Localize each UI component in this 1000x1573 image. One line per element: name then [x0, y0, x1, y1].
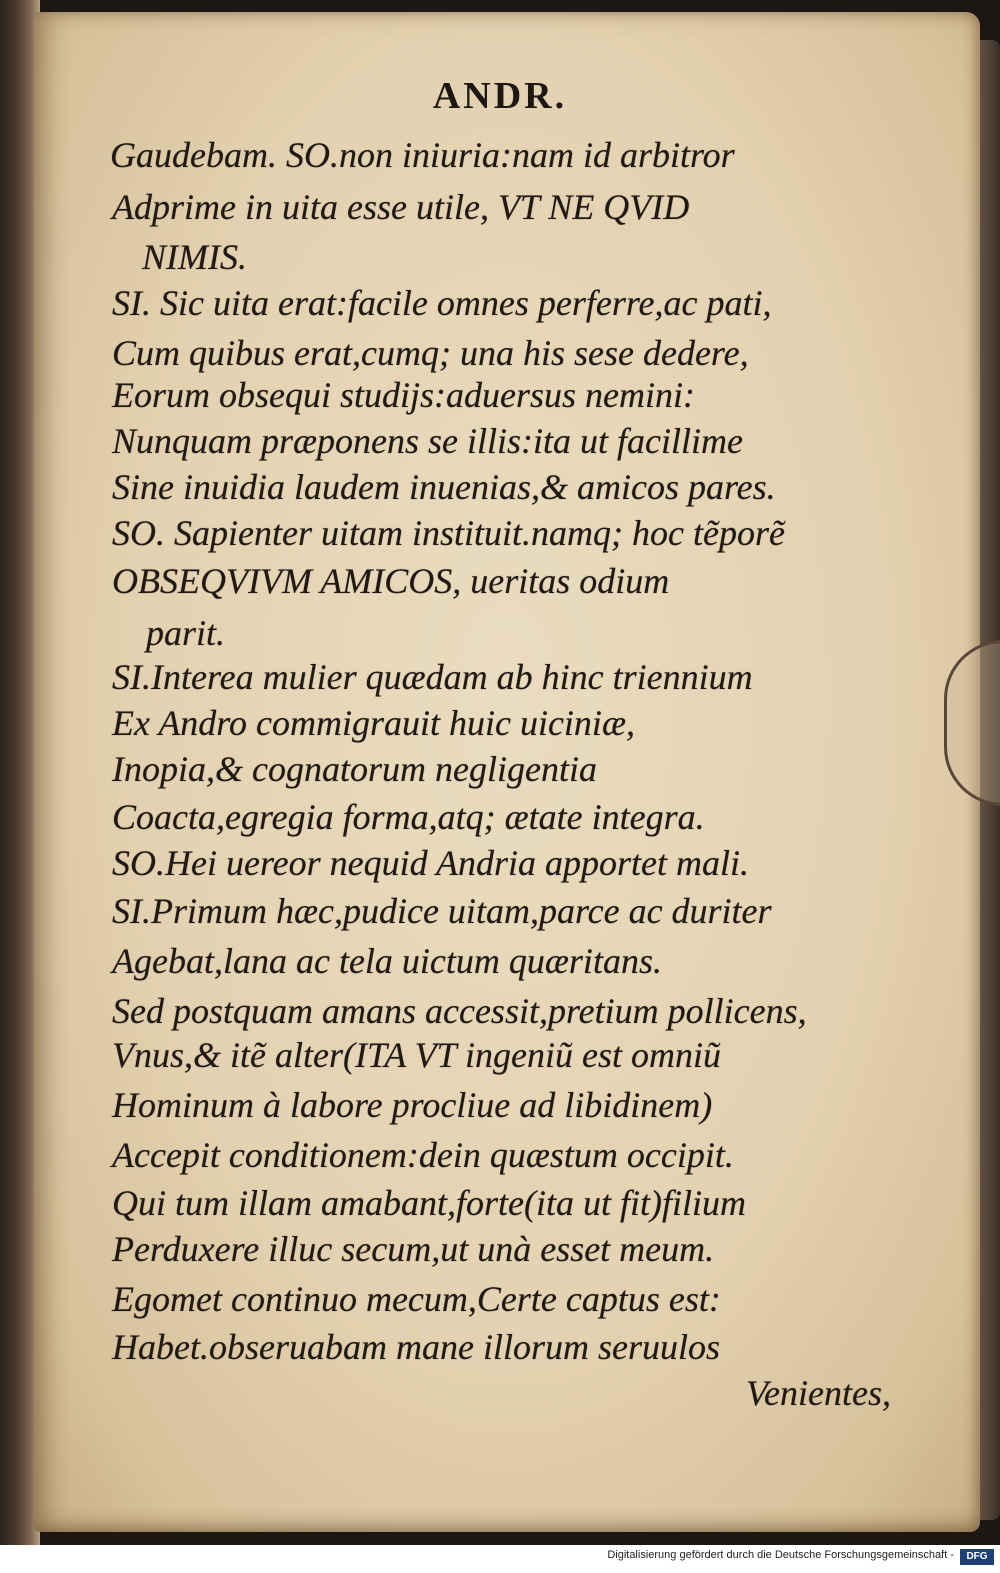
text-line-9: SO. Sapienter uitam instituit.namq; hoc tẽporẽ	[112, 513, 785, 553]
text-line-23: Qui tum illam amabant,forte(ita ut fit)filium	[112, 1183, 746, 1223]
text-line-17: SI.Primum hæc,pudice uitam,parce ac duriter	[112, 891, 772, 931]
text-line-14: Inopia,& cognatorum negligentia	[112, 749, 597, 789]
dfg-logo: DFG	[960, 1549, 994, 1565]
text-line-21: Hominum à labore procliue ad libidinem)	[112, 1085, 713, 1125]
text-line-26: Habet.obseruabam mane illorum seruulos	[112, 1327, 720, 1367]
text-line-7: Nunquam præponens se illis:ita ut facillime	[112, 421, 743, 461]
text-line-2: Adprime in uita esse utile, VT NE QVID	[112, 187, 690, 227]
text-line-19: Sed postquam amans accessit,pretium pollicens,	[112, 991, 807, 1031]
funding-notice: Digitalisierung gefördert durch die Deutsche Forschungsgemeinschaft -	[607, 1549, 954, 1561]
text-line-10: OBSEQVIVM AMICOS, ueritas odium	[112, 561, 670, 601]
text-line-16: SO.Hei uereor nequid Andria apportet mali.	[112, 843, 749, 883]
text-line-20: Vnus,& itẽ alter(ITA VT ingeniũ est omniũ	[112, 1035, 721, 1075]
catchword: Venientes,	[746, 1373, 891, 1413]
text-line-5: Cum quibus erat,cumq; una his sese dedere,	[112, 333, 749, 373]
text-line-18: Agebat,lana ac tela uictum quæritans.	[112, 941, 662, 981]
text-line-3: NIMIS.	[142, 237, 247, 277]
text-line-6: Eorum obsequi studijs:aduersus nemini:	[112, 375, 695, 415]
text-line-1: Gaudebam. SO.non iniuria:nam id arbitror	[110, 135, 735, 175]
text-line-15: Coacta,egregia forma,atq; ætate integra.	[112, 797, 705, 837]
text-line-4: SI. Sic uita erat:facile omnes perferre,ac pati,	[112, 283, 772, 323]
text-line-8: Sine inuidia laudem inuenias,& amicos pares.	[112, 467, 776, 507]
text-line-13: Ex Andro commigrauit huic uiciniæ,	[112, 703, 635, 743]
text-line-22: Accepit conditionem:dein quæstum occipit.	[112, 1135, 734, 1175]
text-line-25: Egomet continuo mecum,Certe captus est:	[112, 1279, 721, 1319]
text-line-12: SI.Interea mulier quædam ab hinc triennium	[112, 657, 753, 697]
text-line-11: parit.	[146, 613, 226, 653]
text-line-24: Perduxere illuc secum,ut unà esset meum.	[112, 1229, 715, 1269]
running-header: ANDR.	[432, 75, 568, 117]
